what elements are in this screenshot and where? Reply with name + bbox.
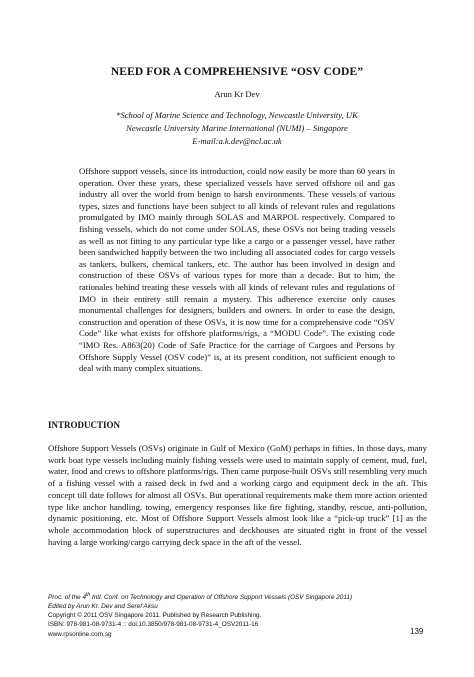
footer-proc-prefix: Proc. of the 4 <box>48 594 87 602</box>
affiliation-numi: Newcastle University Marine International (NUMI) – Singapore <box>126 123 348 133</box>
footer-block <box>48 591 352 639</box>
section-heading-introduction: INTRODUCTION <box>48 420 121 430</box>
page-number: 139 <box>410 627 424 636</box>
footer-proc-sup: th <box>86 592 91 598</box>
affiliation-email: E-mail:a.k.dev@ncl.ac.uk <box>192 136 282 146</box>
footer-proc-rest: Intl. Conf. on Technology and Operation of Offshore Support Vessels (OSV Singapore 2011) <box>90 594 353 602</box>
introduction-paragraph: Offshore Support Vessels (OSVs) originate in Gulf of Mexico (GoM) perhaps in fifties. In those days, many work boat type vessels including mainly fishing vessels were used to maintain supply of cement, mud, fuel, water, food and crews to offshore platforms/rigs. Then came purpose-built OSVs still resembling very much of a fishing vessel with a raised deck in fwd and a working cargo and equipment deck in the aft. This concept till date follows for almost all OSVs. But operational requirements make them more action oriented type like anchor handling, towing, emergency responses like fire fighting, standby, rescue, anti-pollution, dynamic positioning, etc. Most of Offshore Support Vessels almost look like a “pick-up truck” [1] as the whole accommodation block of superstructures and deckhouses are situated right in front of the vessel having a large working/cargo carrying deck space in the aft of the vessel. <box>48 443 427 547</box>
footer-proceedings <box>48 591 352 602</box>
author-name: Arun Kr Dev <box>214 89 260 99</box>
paper-title: NEED FOR A COMPREHENSIVE “OSV CODE” <box>110 66 364 78</box>
footer-editors: Edited by Arun Kr. Dev and Seref Aksu <box>48 603 158 611</box>
footer-url: www.rpsonline.com.sg <box>48 630 112 638</box>
affiliation-school: *School of Marine Science and Technology, Newcastle University, UK <box>116 110 358 120</box>
footer-isbn: ISBN: 978-981-08-9731-4 :: doi:10.3850/978-981-08-9731-4_OSV2011-16 <box>48 621 259 629</box>
abstract-paragraph: Offshore support vessels, since its introduction, could now easily be more than 60 years in operation. Over these years, these specialized vessels have served offshore oil and gas industry all over the world from benign to harsh environments. These vessels of various types, sizes and functions have been subject to all kinds of relevant rules and regulations promulgated by IMO mainly through SOLAS and MARPOL respectively. Compared to fishing vessels, which do not come under SOLAS, these OSVs not being trading vessels as well as not fitting to any particular type like a cargo or a passenger vessel, have rather been sandwiched happily between the two including all associated codes for cargo vessels as tankers, bulkers, chemical tankers, etc. The author has been involved in design and construction of these OSVs of various types for more than a decade. But to him, the rationales behind treating these vessels with all kinds of relevant rules and regulations of IMO in their entirety still remain a mystery. This adherence exercise only causes monumental challenges for designers, builders and owners. In order to ease the design, construction and operation of these OSVs, it is now time for a comprehensive code “OSV Code” like what exists for offshore platforms/rigs, a “MODU Code”. The existing code “IMO Res. A863(20) Code of Safe Practice for the carriage of Cargoes and Persons by Offshore Supply Vessel (OSV code)” is, at its present condition, not sufficient enough to deal with many complex situations. <box>79 166 395 374</box>
footer-copyright: Copyright © 2011 OSV Singapore 2011. Published by Research Publishing. <box>48 612 262 620</box>
